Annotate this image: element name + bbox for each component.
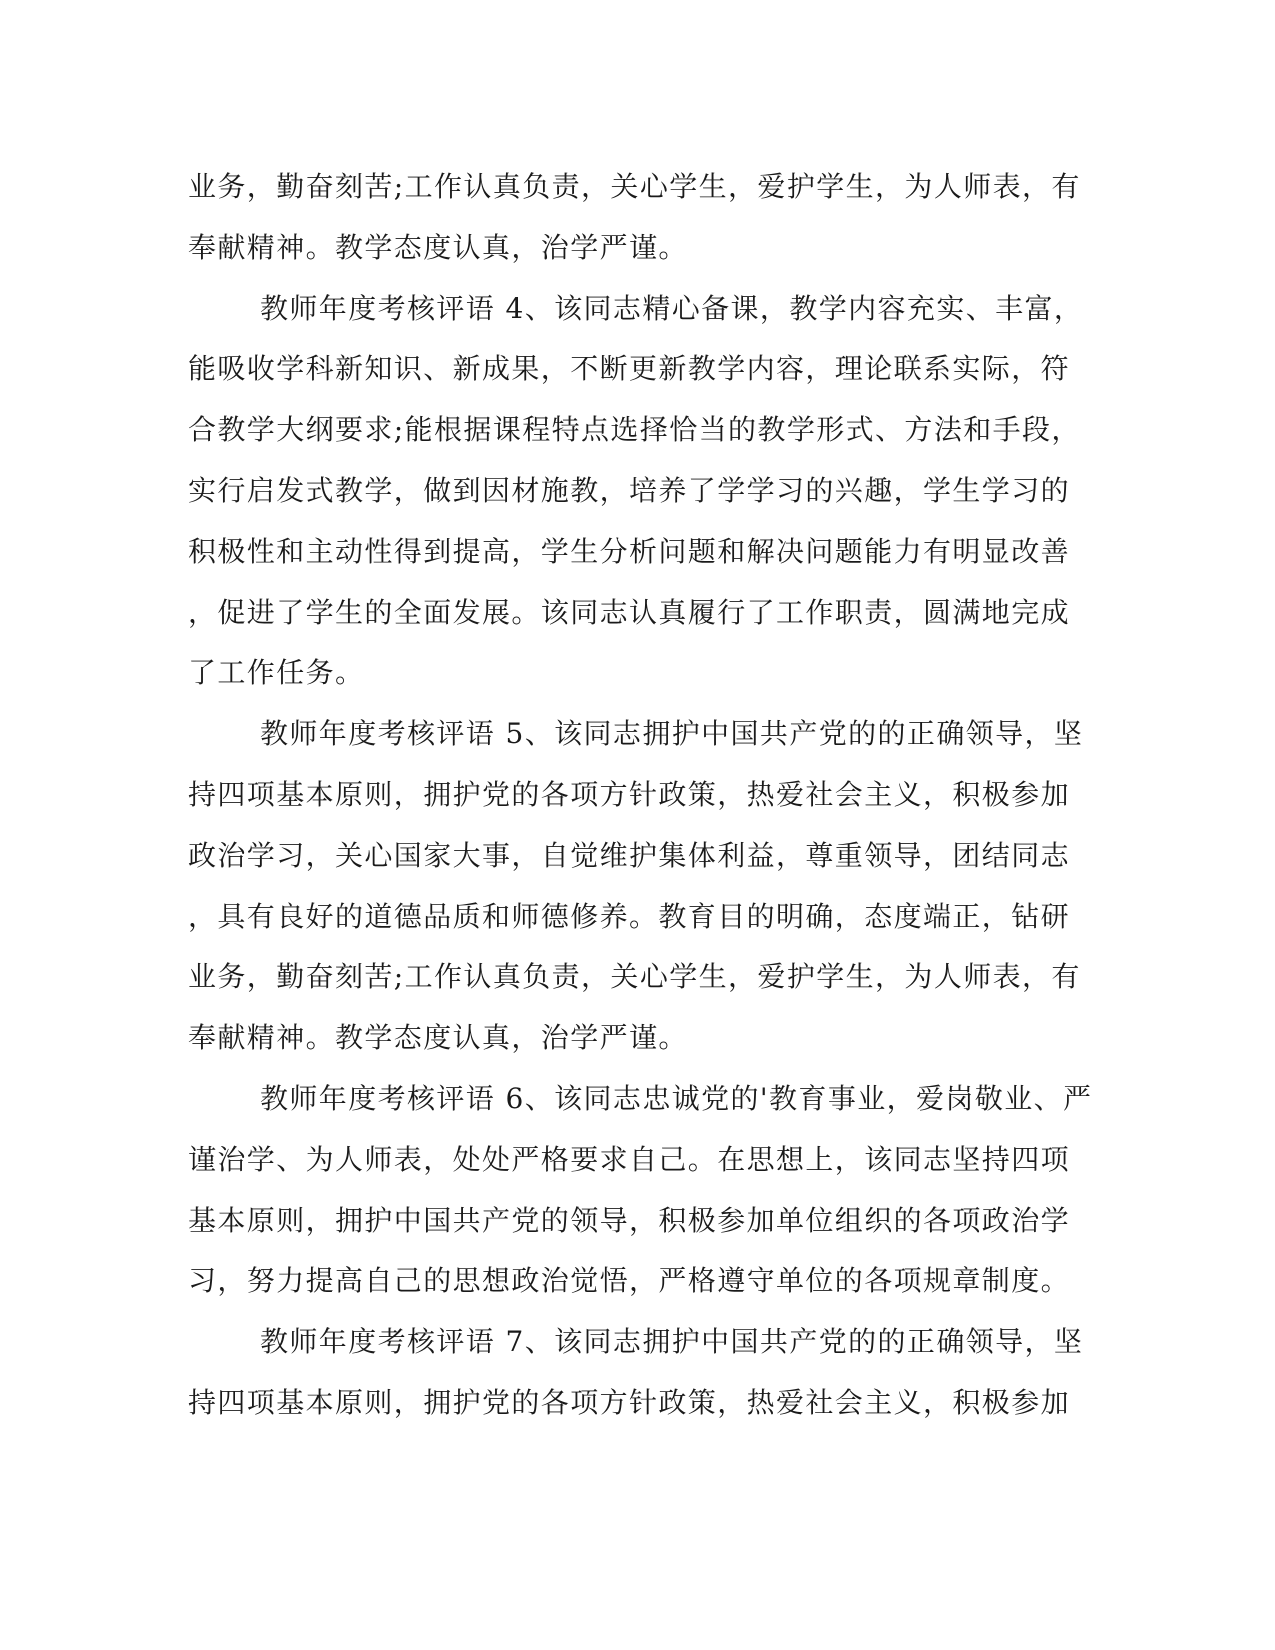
text-line: 持四项基本原则，拥护党的各项方针政策，热爱社会主义，积极参加 [188, 777, 1071, 811]
text-line: ，促进了学生的全面发展。该同志认真履行了工作职责，圆满地完成 [188, 595, 1071, 629]
text-line: 积极性和主动性得到提高，学生分析问题和解决问题能力有明显改善 [188, 534, 1071, 568]
text-line: 持四项基本原则，拥护党的各项方针政策，热爱社会主义，积极参加 [188, 1385, 1071, 1419]
text-line: 习，努力提高自己的思想政治觉悟，严格遵守单位的各项规章制度。 [188, 1264, 1071, 1298]
text-line: ，具有良好的道德品质和师德修养。教育目的明确，态度端正，钻研 [188, 899, 1071, 933]
text-line: 业务，勤奋刻苦;工作认真负责，关心学生，爱护学生，为人师表，有 [188, 170, 1081, 203]
text-line: 政治学习，关心国家大事，自觉维护集体利益，尊重领导，团结同志 [188, 838, 1071, 872]
text-line: 业务，勤奋刻苦;工作认真负责，关心学生，爱护学生，为人师表，有 [188, 960, 1081, 994]
paragraph-start-line: 教师年度考核评语 5、该同志拥护中国共产党的的正确领导，坚 [260, 717, 1084, 751]
paragraph-start-line: 教师年度考核评语 4、该同志精心备课，教学内容充实、丰富， [260, 291, 1084, 325]
text-line: 奉献精神。教学态度认真，治学严谨。 [188, 230, 688, 264]
text-line: 基本原则，拥护中国共产党的领导，积极参加单位组织的各项政治学 [188, 1203, 1071, 1237]
text-line: 能吸收学科新知识、新成果，不断更新教学内容，理论联系实际，符 [188, 352, 1071, 386]
text-line: 实行启发式教学，做到因材施教，培养了学学习的兴趣，学生学习的 [188, 473, 1071, 507]
text-line: 谨治学、为人师表，处处严格要求自己。在思想上，该同志坚持四项 [188, 1142, 1071, 1176]
document-body [188, 157, 1093, 1434]
text-line: 合教学大纲要求;能根据课程特点选择恰当的教学形式、方法和手段， [188, 413, 1081, 447]
text-line: 了工作任务。 [188, 656, 365, 690]
text-line: 奉献精神。教学态度认真，治学严谨。 [188, 1021, 688, 1055]
paragraph-start-line: 教师年度考核评语 6、该同志忠诚党的'教育事业，爱岗敬业、严 [260, 1081, 1093, 1115]
paragraph-start-line: 教师年度考核评语 7、该同志拥护中国共产党的的正确领导，坚 [260, 1325, 1084, 1359]
